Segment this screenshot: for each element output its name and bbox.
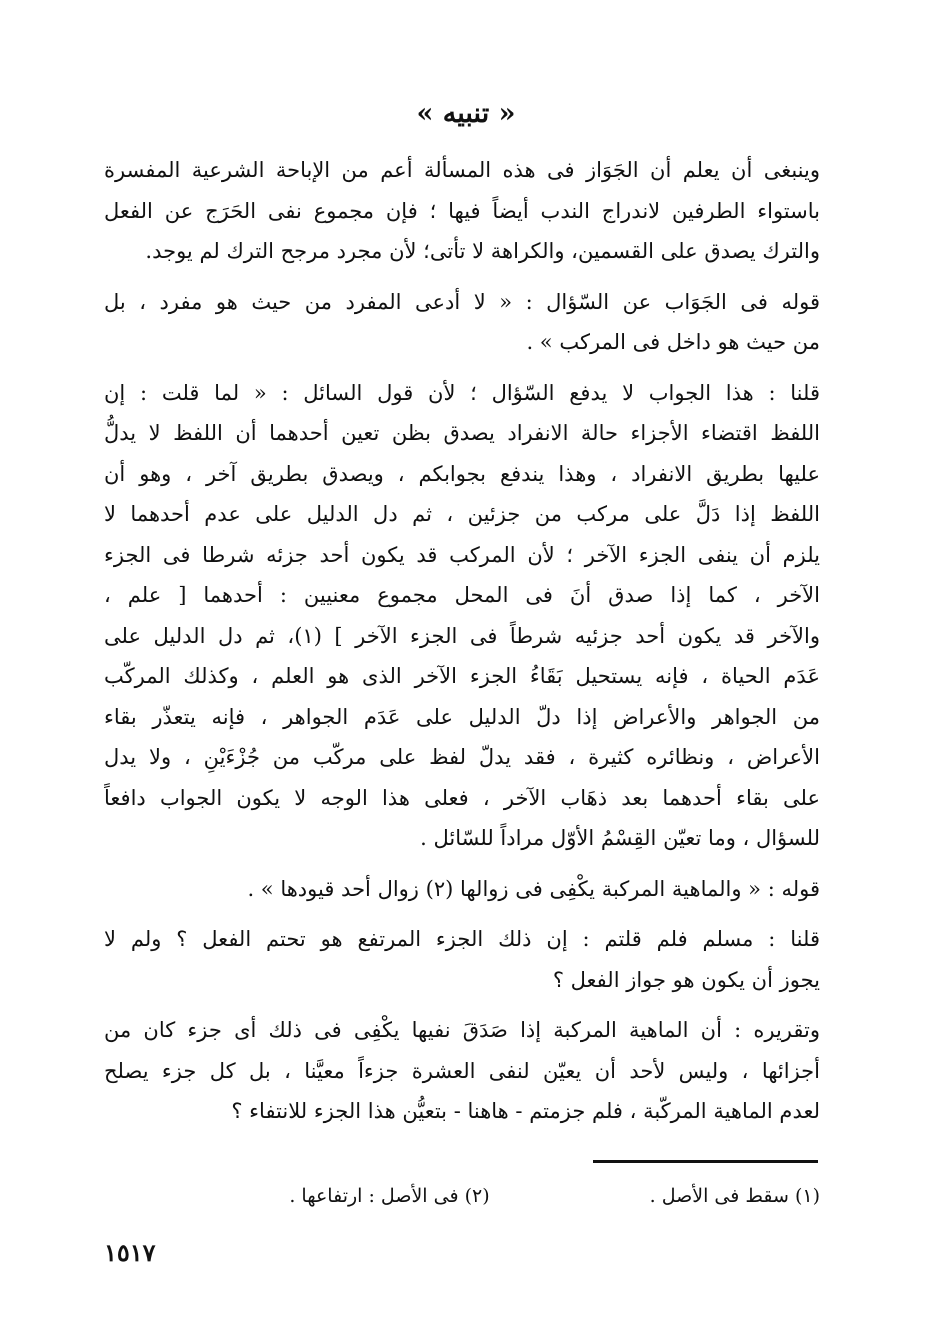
paragraph — [104, 869, 820, 910]
footnote-2: (٢) فى الأصل : ارتفاعها . — [289, 1185, 490, 1207]
text-line: باستواء الطرفين لاندراج الندب أيضاً فيها ؛ فإن مجموع نفى الحَرَج عن الفعل — [104, 198, 820, 223]
text-line: من الجواهر والأعراض إذا دلّ الدليل على عَدَم الجواهر ، فإنه يتعذّر بقاء — [104, 704, 820, 729]
text-line: قوله فى الجَوَاب عن السّؤال : « لا أدعى المفرد من حيث هو مفرد ، بل — [104, 289, 820, 314]
page-number: ١٥١٧ — [104, 1238, 156, 1267]
text-line: اللفظ إذا دَلَّ على مركب من جزئين ، ثم دل الدليل على عدم أحدهما لا — [104, 502, 820, 526]
text-line: وينبغى أن يعلم أن الجَوَاز فى هذه المسألة أعم من الإباحة الشرعية المفسرة — [104, 158, 820, 182]
text-line: عَدَم الحياة ، فإنه يستحيل بَقَاءُ الجزء الآخر الذى هو العلم ، وكذلك المركّب — [104, 664, 820, 688]
text-line: على بقاء أحدهما بعد ذهَاب الآخر ، فعلى هذا الوجه لا يكون الجواب دافعاً — [104, 785, 820, 810]
text-line: يلزم أن ينفى الجزء الآخر ؛ لأن المركب قد يكون أحد جزئه شرطا فى الجزء — [104, 542, 820, 567]
text-line: قوله : « والماهية المركبة يكْفِى فى زوالها (٢) زوال أحد قيودها » . — [247, 876, 820, 901]
text-line: الآخر ، كما إذا صدق أنَ فى المحل مجموع معنيين : أحدهما [ علم ، — [104, 583, 820, 607]
text-line: والترك يصدق على القسمين، والكراهة لا تأتى؛ لأن مجرد مرجح الترك لم يوجد. — [145, 239, 820, 263]
text-line: قلنا : مسلم فلم قلتم : إن ذلك الجزء المرتفع هو تحتم الفعل ؟ ولم لا — [104, 927, 820, 951]
body-text — [104, 150, 820, 1142]
text-line: للسؤال ، وما تعيّن القِسْمُ الأوّل مراداً للسّائل . — [420, 826, 820, 850]
paragraph — [104, 282, 820, 363]
text-line: عليها بطريق الانفراد ، وهذا يندفع بجوابكم ، ويصدق بطريق آخر ، وهو أن — [104, 461, 820, 486]
text-line: قلنا : هذا الجواب لا يدفع السّؤال ؛ لأن قول السائل : « لما قلت : إن — [104, 380, 820, 405]
section-heading: « تنبيه » — [416, 98, 516, 129]
text-line: والآخر قد يكون أحد جزئيه شرطاً فى الجزء الآخر ] (١)، ثم دل الدليل على — [104, 623, 820, 648]
text-line: يجوز أن يكون هو جواز الفعل ؟ — [552, 967, 820, 992]
paragraph — [104, 919, 820, 1000]
paragraph — [104, 373, 820, 859]
text-line: من حيث هو داخل فى المركب » . — [526, 330, 820, 354]
text-line: اللفظ اقتضاء الأجزاء حالة الانفراد يصدق بظن تعين أحدهما أن اللفظ لا يدلُّ — [104, 421, 820, 445]
text-line: أجزائها ، وليس لأحد أن يعيّن لنفى العشرة جزءاً معيَّنا ، بل كل جزء يصلح — [104, 1058, 820, 1083]
footnotes — [104, 1185, 820, 1207]
footnote-divider — [593, 1160, 818, 1163]
text-line: لعدم الماهية المركّبة ، فلم جزمتم - هاهنا - بتعيُّن هذا الجزء للانتفاء ؟ — [231, 1099, 820, 1123]
text-line: وتقريره : أن الماهية المركبة إذا صَدَقَ نفيها يكْفِى فى ذلك أى جزء كان من — [104, 1018, 820, 1042]
paragraph — [104, 1010, 820, 1132]
paragraph — [104, 150, 820, 272]
footnote-1: (١) سقط فى الأصل . — [649, 1185, 820, 1207]
text-line: الأعراض ، ونظائره كثيرة ، فقد يدلّ لفظ على مركّب من جُزْءَيْنِ ، ولا يدل — [104, 745, 820, 769]
